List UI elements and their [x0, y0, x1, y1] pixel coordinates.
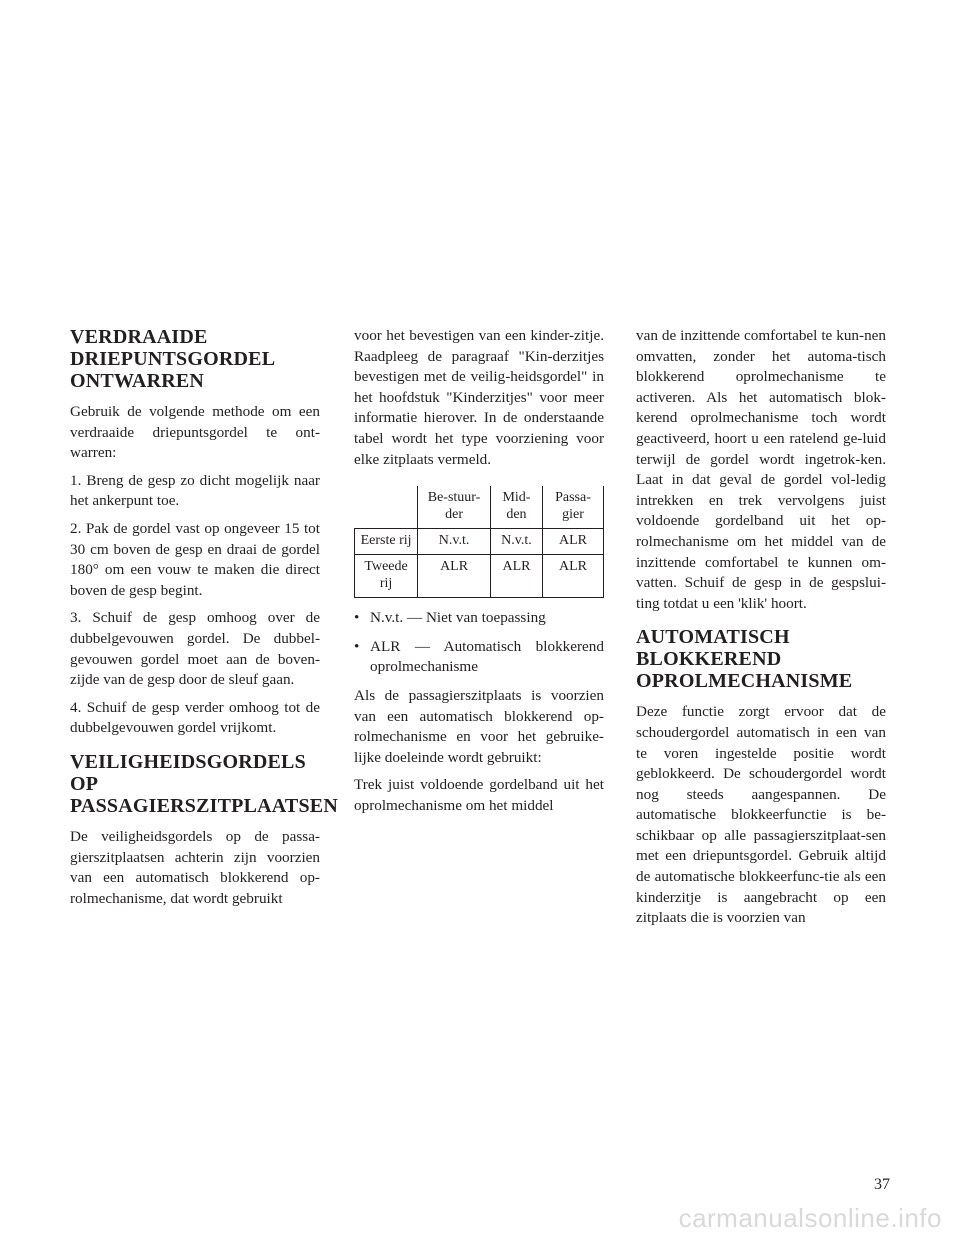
- table-cell: ALR: [542, 555, 603, 598]
- list-item-text: N.v.t. — Niet van toepassing: [370, 609, 546, 627]
- table-cell: ALR: [418, 555, 491, 598]
- step-3: 3. Schuif de gesp omhoog over de dubbelgevouwen gordel. De dubbel-gevouwen gordel moet aan de boven-zijde van de gesp door de sleuf gaan.: [70, 609, 320, 689]
- step-4: 4. Schuif de gesp verder omhoog tot de dubbelgevouwen gordel vrijkomt.: [70, 698, 320, 737]
- paragraph-passagiers: De veiligheidsgordels op de passa-gierszitplaatsen achterin zijn voorzien van een automatisch blokkerend op-rolmechanisme, dat wordt gebruikt: [70, 827, 320, 907]
- table-header-cell: Passa-gier: [542, 486, 603, 529]
- bullet-icon: •: [354, 609, 360, 627]
- paragraph-comfortabel: van de inzittende comfortabel te kun-nen omvatten, zonder het automa-tisch blokkerend oprolmechanisme te activeren. Als het automatisch blok-kerend oprolmechanisme toch wordt geactiveerd, hoort u een ratelend ge-luid terwijl de gordel wordt ingetrok-ken. Laat in dat geval de gordel vol-ledig intrekken en trek vervolgens juist voldoende gordelband uit het op-rolmechanisme om het middel van de inzittende comfortabel te kunnen om-vatten. Schuif de gesp in de gespslui-ting totdat u een 'klik' hoort.: [636, 327, 886, 612]
- table-cell: N.v.t.: [418, 529, 491, 555]
- table-header-row: [355, 486, 604, 529]
- table-header-cell: Mid-den: [490, 486, 542, 529]
- section-heading-verdraaide-gordel: VERDRAAIDE DRIEPUNTSGORDEL ONTWARREN: [70, 326, 275, 392]
- table-cell: ALR: [490, 555, 542, 598]
- paragraph-trek-gordelband: Trek juist voldoende gordelband uit het oprolmechanisme om het middel: [354, 776, 604, 814]
- bullet-icon: •: [354, 637, 360, 655]
- list-item-text: ALR — Automatisch blokkerend oprolmechanisme: [370, 637, 604, 676]
- column-1: [70, 326, 338, 916]
- step-2: 2. Pak de gordel vast op ongeveer 15 tot 30 cm boven de gesp en draai de gordel 180° om een vouw te maken die direct boven de gesp begint.: [70, 519, 320, 599]
- list-item: [354, 608, 604, 629]
- paragraph-alr-usage: Als de passagierszitplaats is voorzien van een automatisch blokkerend op-rolmechanisme en voor het gebruike-lijke doeleinde wordt gebruikt:: [354, 686, 604, 766]
- table-cell: ALR: [542, 529, 603, 555]
- table-cell: Tweede rij: [355, 555, 418, 598]
- column-3: [636, 326, 886, 936]
- table-row: [355, 529, 604, 555]
- section-heading-automatisch-blokkerend: AUTOMATISCH BLOKKEREND OPROLMECHANISME: [636, 626, 853, 693]
- column-2: [354, 326, 604, 824]
- page-number: 37: [874, 1176, 890, 1193]
- section-heading-passagierszitplaatsen: VEILIGHEIDSGORDELS OP PASSAGIERSZITPLAATSEN: [70, 750, 338, 817]
- legend-list: [354, 608, 604, 678]
- seat-table: [354, 486, 604, 598]
- table-header-cell: Be-stuur-der: [418, 486, 491, 529]
- list-item: [354, 637, 604, 678]
- paragraph-kinderzitje: voor het bevestigen van een kinder-zitje. Raadpleeg de paragraaf "Kin-derzitjes bevestigen met de veilig-heidsgordel" in het hoofdstuk "Kinderzitjes" voor meer informatie hierover. In de onderstaande tabel wordt het type voorziening voor elke zitplaats vermeld.: [354, 327, 604, 468]
- table-row: [355, 555, 604, 598]
- paragraph-functie: Deze functie zorgt ervoor dat de schoudergordel automatisch in een van te voren ingestelde positie wordt geblokkeerd. De schoudergordel wordt nog steeds aangespannen. De automatische blokkeerfunctie is be-schikbaar op alle passagierszitplaat-sen met een driepuntsgordel. Gebruik altijd de automatische blokkeerfunc-tie als een kinderzitje is aangebracht op een zitplaats die is voorzien van: [636, 703, 886, 927]
- table-cell: Eerste rij: [355, 529, 418, 555]
- table-header-cell: [355, 486, 418, 529]
- step-1: 1. Breng de gesp zo dicht mogelijk naar het ankerpunt toe.: [70, 471, 320, 510]
- paragraph-intro: Gebruik de volgende methode om een verdraaide driepuntsgordel te ont-warren:: [70, 403, 320, 462]
- table-cell: N.v.t.: [490, 529, 542, 555]
- watermark: carmanualsonline.info: [678, 1203, 942, 1233]
